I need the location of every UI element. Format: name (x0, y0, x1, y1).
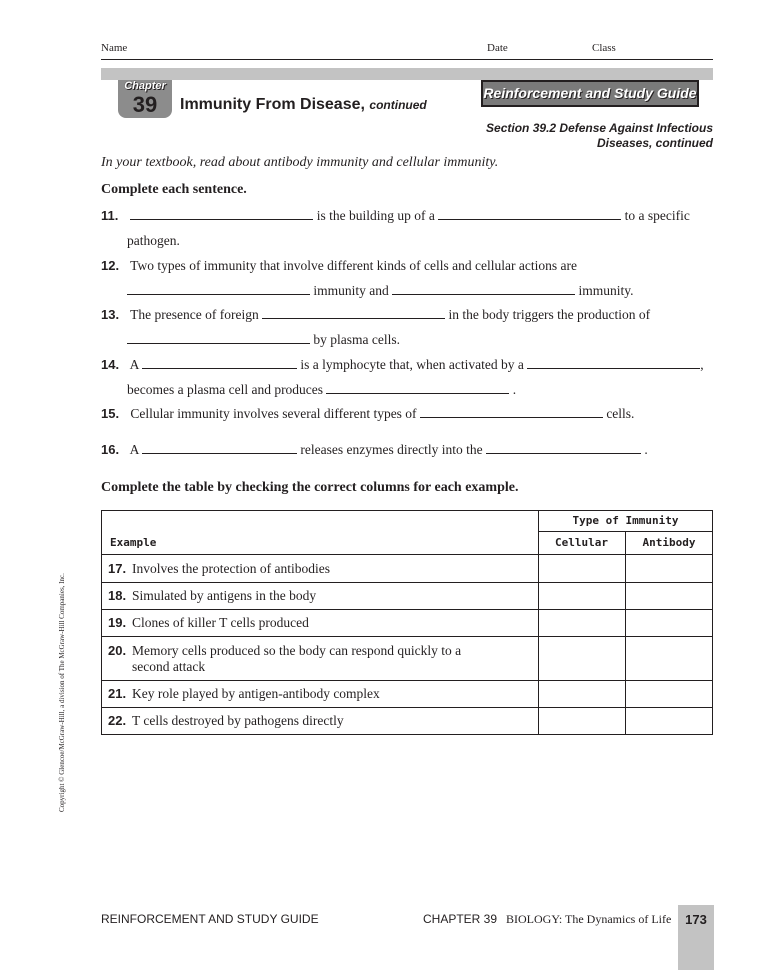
question-number: 14. (101, 357, 120, 372)
row-text: Simulated by antigens in the body (132, 588, 317, 603)
chapter-word: Chapter (124, 80, 166, 92)
antibody-check-19[interactable] (627, 611, 712, 635)
row-number: 17. (108, 561, 127, 576)
chapter-title-suffix: continued (369, 98, 427, 112)
antibody-check-18[interactable] (627, 584, 712, 608)
cellular-check-22[interactable] (540, 709, 624, 733)
table-divider (101, 554, 713, 555)
question-text: , (700, 357, 704, 372)
row-number: 21. (108, 686, 127, 701)
table-divider (625, 532, 626, 735)
question-14-cont (127, 381, 516, 399)
question-text: by plasma cells. (313, 332, 400, 347)
antibody-check-17[interactable] (627, 556, 712, 580)
row-number: 19. (108, 615, 127, 630)
question-text: . (512, 382, 517, 397)
question-12 (101, 257, 577, 275)
question-text: is the building up of a (316, 208, 435, 223)
antibody-header: Antibody (642, 536, 696, 549)
question-number: 15. (101, 406, 120, 421)
cellular-check-20[interactable] (540, 638, 624, 678)
table-row (108, 686, 528, 702)
guide-badge: Reinforcement and Study Guide (481, 80, 699, 107)
cellular-check-19[interactable] (540, 611, 624, 635)
answer-blank[interactable] (420, 405, 603, 418)
footer-guide-label: REINFORCEMENT AND STUDY GUIDE (101, 912, 319, 926)
cellular-check-17[interactable] (540, 556, 624, 580)
answer-blank[interactable] (527, 356, 700, 369)
footer-chapter: CHAPTER 39 (423, 912, 498, 926)
row-text-cont: second attack (132, 659, 206, 674)
table-row (108, 615, 528, 631)
answer-blank[interactable] (142, 441, 297, 454)
question-number: 16. (101, 442, 120, 457)
table-divider (101, 707, 713, 708)
question-number: 11. (101, 208, 119, 223)
table-divider (101, 636, 713, 637)
answer-blank[interactable] (127, 331, 310, 344)
question-text: The presence of foreign (130, 307, 259, 322)
answer-blank[interactable] (142, 356, 297, 369)
question-text: immunity and (313, 283, 389, 298)
row-text: Key role played by antigen-antibody complex (132, 686, 380, 701)
question-text: cells. (606, 406, 635, 421)
antibody-check-22[interactable] (627, 709, 712, 733)
page-number: 173 (678, 905, 714, 970)
cellular-check-21[interactable] (540, 682, 624, 706)
chapter-title (180, 96, 427, 114)
header-bar (101, 68, 713, 80)
table-row (108, 588, 528, 604)
section-title (486, 121, 713, 151)
table-row (108, 643, 528, 675)
cellular-header: Cellular (555, 536, 608, 549)
cellular-check-18[interactable] (540, 584, 624, 608)
date-label: Date (487, 42, 508, 54)
example-header: Example (110, 536, 157, 549)
row-text: Memory cells produced so the body can respond quickly to a (132, 643, 462, 658)
question-16 (101, 441, 648, 459)
answer-blank[interactable] (486, 441, 641, 454)
type-of-immunity-header: Type of Immunity (572, 514, 679, 527)
question-14 (101, 356, 704, 374)
question-12-cont (127, 282, 634, 300)
section-title-line2: Diseases, continued (596, 136, 713, 150)
table-row (108, 561, 528, 577)
answer-blank[interactable] (326, 381, 509, 394)
row-number: 18. (108, 588, 127, 603)
table-instruction: Complete the table by checking the correct columns for each example. (101, 480, 519, 495)
class-label: Class (592, 42, 616, 54)
question-text: releases enzymes directly into the (300, 442, 483, 457)
answer-blank[interactable] (392, 282, 575, 295)
chapter-tab (118, 80, 172, 118)
sentences-instruction: Complete each sentence. (101, 182, 247, 197)
row-number: 20. (108, 643, 127, 658)
question-text: Cellular immunity involves several different types of (130, 406, 417, 421)
question-number: 12. (101, 258, 120, 273)
answer-blank[interactable] (127, 282, 310, 295)
table-divider (101, 680, 713, 681)
question-text: A (129, 442, 139, 457)
row-text: T cells destroyed by pathogens directly (132, 713, 344, 728)
table-divider (538, 510, 539, 735)
answer-blank[interactable] (130, 207, 313, 220)
table-row (108, 713, 528, 729)
table-divider (101, 582, 713, 583)
question-text: to a specific (624, 208, 690, 223)
antibody-check-21[interactable] (627, 682, 712, 706)
antibody-check-20[interactable] (627, 638, 712, 678)
question-text: immunity. (578, 283, 634, 298)
answer-blank[interactable] (438, 207, 621, 220)
question-text: in the body triggers the production of (448, 307, 651, 322)
question-13-cont (127, 331, 400, 349)
footer-book-title: BIOLOGY: The Dynamics of Life (506, 912, 672, 926)
question-text: . (644, 442, 648, 457)
copyright-notice: Copyright © Glencoe/McGraw-Hill, a division of The McGraw-Hill Companies, Inc. (58, 573, 66, 812)
question-number: 13. (101, 307, 120, 322)
question-text: is a lymphocyte that, when activated by a (300, 357, 524, 372)
intro-text: In your textbook, read about antibody immunity and cellular immunity. (101, 155, 499, 170)
question-text: A (129, 357, 139, 372)
question-15 (101, 405, 634, 423)
chapter-number: 39 (132, 92, 158, 117)
section-title-line1: Section 39.2 Defense Against Infectious (486, 121, 713, 135)
question-11 (101, 207, 690, 225)
question-text: Two types of immunity that involve different kinds of cells and cellular actions are (130, 258, 577, 273)
chapter-title-text: Immunity From Disease, (180, 96, 365, 113)
question-13 (101, 306, 650, 324)
row-number: 22. (108, 713, 127, 728)
question-text: becomes a plasma cell and produces (127, 382, 324, 397)
answer-blank[interactable] (262, 306, 445, 319)
row-text: Involves the protection of antibodies (132, 561, 330, 576)
question-11-cont: pathogen. (127, 233, 180, 248)
row-text: Clones of killer T cells produced (132, 615, 309, 630)
name-label: Name (101, 42, 128, 54)
table-divider (101, 609, 713, 610)
name-line[interactable] (101, 59, 713, 60)
